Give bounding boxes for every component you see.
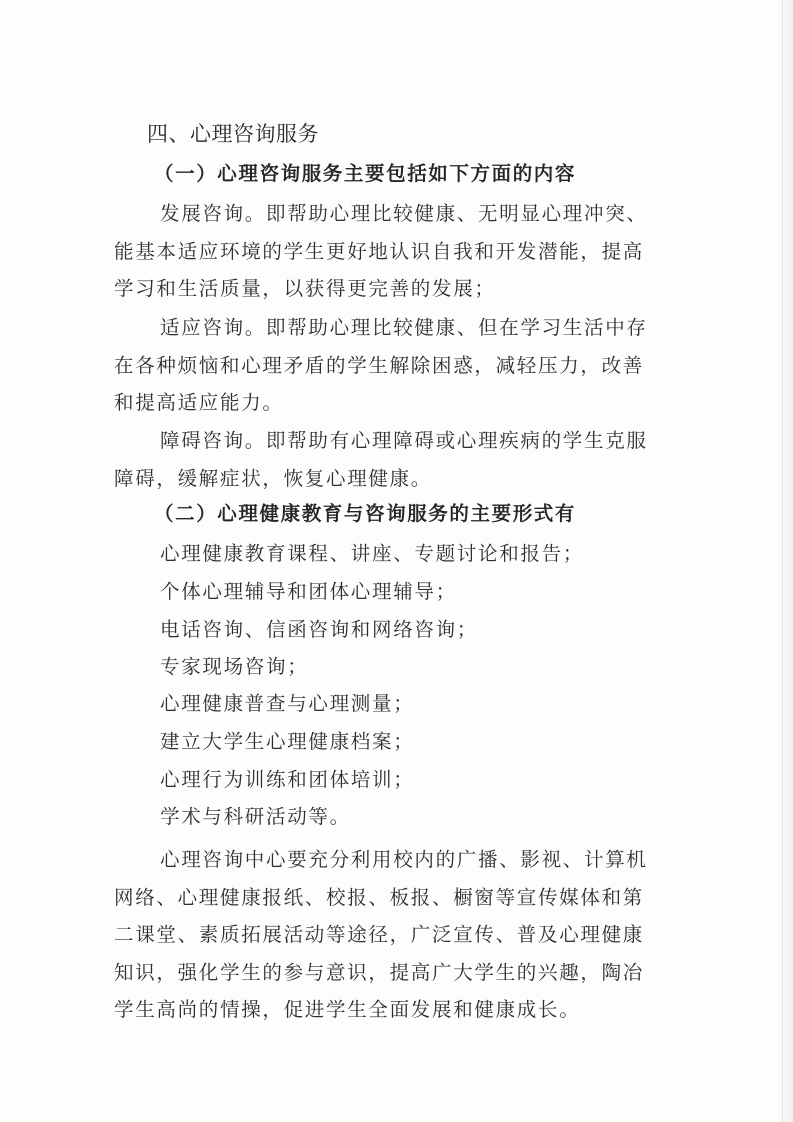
subsection-2-title: （二）心理健康教育与咨询服务的主要形式有 <box>154 502 577 525</box>
list-item: 建立大学生心理健康档案； <box>160 730 415 753</box>
list-item: 心理健康教育课程、讲座、专题讨论和报告； <box>160 542 585 565</box>
list-item: 心理健康普查与心理测量； <box>160 692 415 715</box>
list-item: 个体心理辅导和团体心理辅导； <box>160 580 457 603</box>
list-item: 专家现场咨询； <box>160 655 309 678</box>
paragraph-disorder-counseling: 障碍咨询。即帮助有心理障碍或心理疾病的学生克服障碍，缓解症状，恢复心理健康。 <box>114 429 648 490</box>
subsection-1-title: （一）心理咨询服务主要包括如下方面的内容 <box>154 162 577 185</box>
paragraph-adaptation-counseling: 适应咨询。即帮助心理比较健康、但在学习生活中存在各种烦恼和心理矛盾的学生解除困惑，减轻压力，改善和提高适应能力。 <box>114 316 648 414</box>
list-item: 学术与科研活动等。 <box>160 805 351 828</box>
list-item: 电话咨询、信函咨询和网络咨询； <box>160 618 479 641</box>
paragraph-development-counseling: 发展咨询。即帮助心理比较健康、无明显心理冲突、能基本适应环境的学生更好地认识自我和开发潜能，提高学习和生活质量，以获得更完善的发展； <box>114 202 648 300</box>
scan-edge-line <box>782 0 783 1122</box>
section-heading: 四、心理咨询服务 <box>147 122 319 146</box>
closing-paragraph: 心理咨询中心要充分利用校内的广播、影视、计算机网络、心理健康报纸、校报、板报、橱窗等宣传媒体和第二课堂、素质拓展活动等途径，广泛宣传、普及心理健康知识，强化学生的参与意识，提高广大学生的兴趣，陶冶学生高尚的情操，促进学生全面发展和健康成长。 <box>114 848 648 1021</box>
list-item: 心理行为训练和团体培训； <box>160 768 415 791</box>
